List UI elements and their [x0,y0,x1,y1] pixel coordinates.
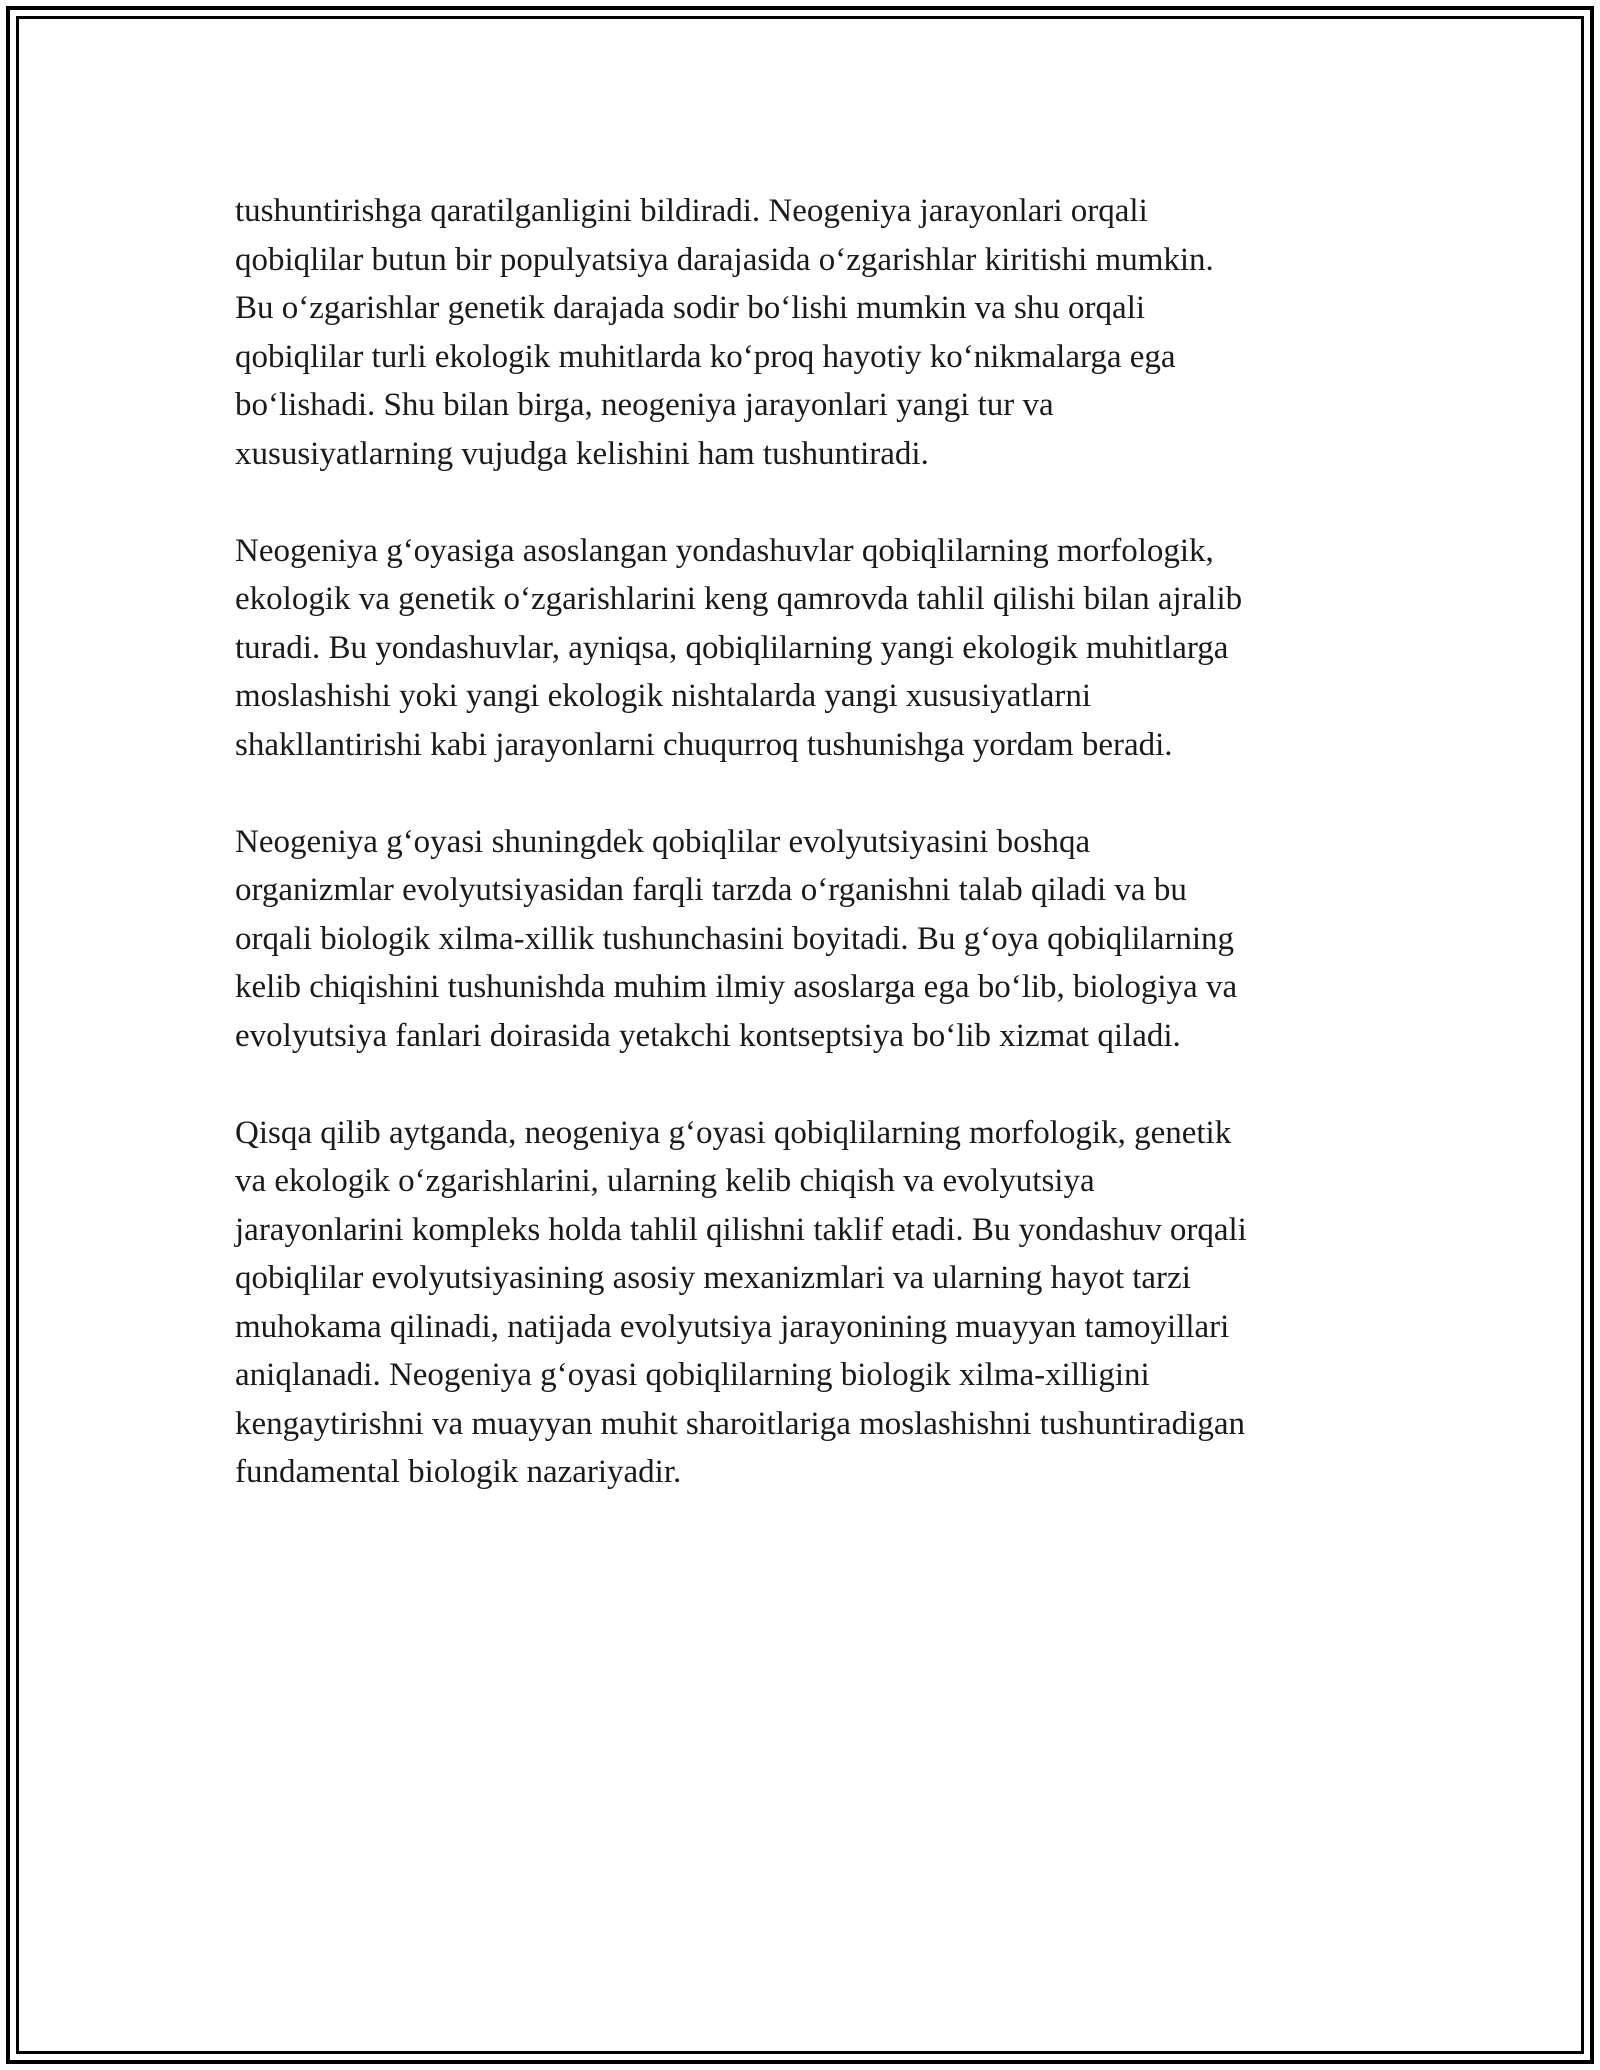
paragraph-1: tushuntirishga qaratilganligini bildiradi. Neogeniya jarayonlari orqali qobiqlilar butun bir populyatsiya darajasida o‘zgarishlar kiritishi mumkin. Bu o‘zgarishlar genetik darajada sodir bo‘lishi mumkin va shu orqali qobiqlilar turli ekologik muhitlarda ko‘proq hayotiy ko‘nikmalarga ega bo‘lishadi. Shu bilan birga, neogeniya jarayonlari yangi tur va xususiyatlarning vujudga kelishini ham tushuntiradi. [235,193,1214,472]
document-body [235,187,1385,1497]
paragraph-2: Neogeniya g‘oyasiga asoslangan yondashuvlar qobiqlilarning morfologik, ekologik va genetik o‘zgarishlarini keng qamrovda tahlil qilishi bilan ajralib turadi. Bu yondashuvlar, ayniqsa, qobiqlilarning yangi ekologik muhitlarga moslashishi yoki yangi ekologik nishtalarda yangi xususiyatlarni shakllantirishi kabi jarayonlarni chuqurroq tushunishga yordam beradi. [235,532,1243,763]
paragraph-4: Qisqa qilib aytganda, neogeniya g‘oyasi qobiqlilarning morfologik, genetik va ekologik o‘zgarishlarini, ularning kelib chiqish va evolyutsiya jarayonlarini kompleks holda tahlil qilishni taklif etadi. Bu yondashuv orqali qobiqlilar evolyutsiyasining asosiy mexanizmlari va ularning hayot tarzi muhokama qilinadi, natijada evolyutsiya jarayonining muayyan tamoyillari aniqlanadi. Neogeniya g‘oyasi qobiqlilarning biologik xilma-xilligini kengaytirishni va muayyan muhit sharoitlariga moslashishni tushuntiradigan fundamental biologik nazariyadir. [235,1114,1247,1490]
paragraph-3: Neogeniya g‘oyasi shuningdek qobiqlilar evolyutsiyasini boshqa organizmlar evolyutsiyasidan farqli tarzda o‘rganishni talab qiladi va bu orqali biologik xilma-xillik tushunchasini boyitadi. Bu g‘oya qobiqlilarning kelib chiqishini tushunishda muhim ilmiy asoslarga ega bo‘lib, biologiya va evolyutsiya fanlari doirasida yetakchi kontseptsiya bo‘lib xizmat qiladi. [235,823,1238,1054]
